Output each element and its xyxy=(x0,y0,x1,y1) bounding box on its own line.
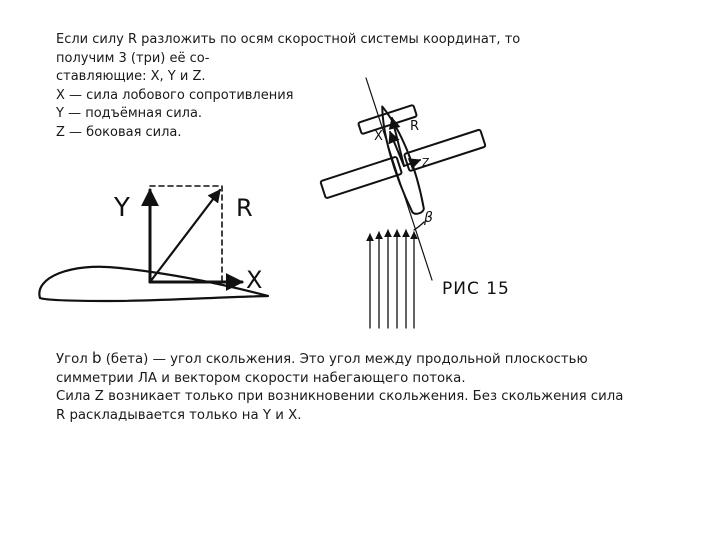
label-r: R xyxy=(236,194,253,222)
definition-x: X — сила лобового сопротивления xyxy=(56,87,294,103)
left-wing xyxy=(320,157,402,199)
definition-y: Y — подъёмная сила. xyxy=(56,106,203,121)
explanation-line-1 xyxy=(56,349,623,370)
beta-symbol: b xyxy=(91,349,102,367)
figure-caption: РИС 15 xyxy=(442,279,510,299)
explanation-line-1-post: (бета) — угол скольжения. Это угол между продольной плоскостью xyxy=(101,352,588,367)
airfoil-profile xyxy=(39,267,268,301)
explanation-line-4: R раскладывается только на Y и X. xyxy=(56,407,302,423)
explanation-line-3: Сила Z возникает только при возникновении скольжения. Без скольжения сила xyxy=(56,389,624,404)
intro-line-3: ставляющие: X, Y и Z. xyxy=(56,69,206,84)
label-r-aircraft: R xyxy=(410,119,420,134)
label-x-aircraft: X xyxy=(374,129,383,144)
explanation-line-2: симметрии ЛА и вектором скорости набегающего потока. xyxy=(56,370,466,386)
explanation-text xyxy=(56,349,623,425)
label-y: Y xyxy=(114,193,130,223)
aircraft-sideslip-diagram xyxy=(304,78,510,328)
vector-r-arrow xyxy=(150,190,220,282)
definition-z: Z — боковая сила. xyxy=(56,124,182,140)
stabilizer xyxy=(358,105,420,134)
right-wing xyxy=(404,129,486,171)
intro-line-2: получим 3 (три) её со- xyxy=(56,50,210,66)
explanation-line-1-pre: Угол xyxy=(56,352,92,367)
intro-line-1: Если силу R разложить по осям скоростной системы координат, то xyxy=(56,32,521,47)
airfoil-force-diagram xyxy=(39,186,268,301)
label-z-aircraft: Z xyxy=(422,156,430,169)
label-beta: β xyxy=(424,210,433,226)
beta-angle-arc xyxy=(414,222,424,230)
label-x: X xyxy=(246,266,263,294)
